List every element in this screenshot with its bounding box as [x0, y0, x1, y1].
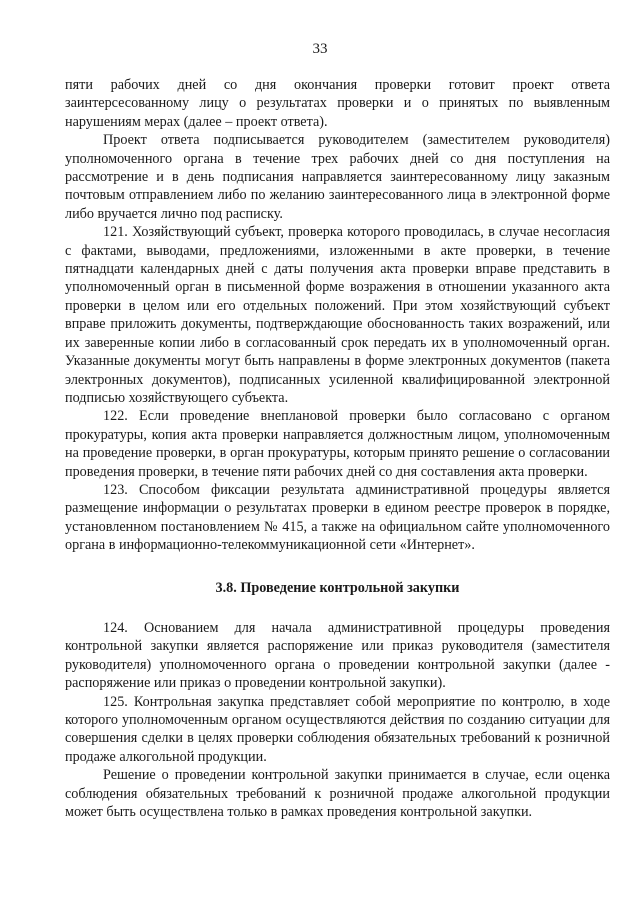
page-number: 33 [312, 41, 328, 57]
paragraph-124: 124. Основанием для начала административной процедуры проведения контрольной закупки является распоряжение или приказ руководителя (заместителя руководителя) уполномоченного органа о проведении контрольной закупки (далее - распоряжение или приказ о проведении контрольной закупки). [65, 619, 610, 692]
document-body [65, 76, 610, 821]
paragraph-121: 121. Хозяйствующий субъект, проверка которого проводилась, в случае несогласия с фактами, выводами, предложениями, изложенными в акте проверки, в течение пятнадцати календарных дней с даты получения акта проверки вправе представить в уполномоченный орган в письменной форме возражения в отношении указанного акта проверки в целом или его отдельных положений. При этом хозяйствующий субъект вправе приложить документы, подтверждающие обоснованность таких возражений, или их заверенные копии либо в согласованный срок передать их в уполномоченный орган. Указанные документы могут быть направлены в форме электронных документов (пакета электронных документов), подписанных усиленной квалифицированной электронной подписью хозяйствующего субъекта. [65, 224, 610, 406]
paragraph-decision: Решение о проведении контрольной закупки принимается в случае, если оценка соблюдения обязательных требований к розничной продаже алкогольной продукции может быть осуществлена только в рамках проведения контрольной закупки. [65, 767, 610, 821]
paragraph-123: 123. Способом фиксации результата административной процедуры является размещение информации о результатах проверки в едином реестре проверок в порядке, установленном постановлением № 415, а также на официальном сайте уполномоченного органа в информационно-телекоммуникационной сети «Интернет». [65, 481, 610, 554]
paragraph-122: 122. Если проведение внеплановой проверки было согласовано с органом прокуратуры, копия акта проверки направляется должностным лицом, уполномоченным на проведение проверки, в орган прокуратуры, которым принято решение о согласовании проведения проверки, в течение пяти рабочих дней со дня составления акта проверки. [65, 408, 610, 480]
paragraph-response-signing: Проект ответа подписывается руководителем (заместителем руководителя) уполномоченного органа в течение трех рабочих дней со дня поступления на рассмотрение и в день подписания направляется заинтересованному лицу заказным почтовым отправлением либо по желанию заинтересованного лица в электронной форме либо вручается лично под расписку. [65, 132, 610, 222]
paragraph-125: 125. Контрольная закупка представляет собой мероприятие по контролю, в ходе которого уполномоченным органом осуществляются действия по созданию ситуации для совершения сделки в целях проверки соблюдения обязательных требований к розничной продаже алкогольной продукции. [65, 693, 610, 765]
section-heading: 3.8. Проведение контрольной закупки [215, 579, 460, 596]
paragraph-continuation: пяти рабочих дней со дня окончания проверки готовит проект ответа заинтерсесованному лицу о результатах проверки и о принятых по выявленным нарушениям мерах (далее – проект ответа). [65, 77, 610, 130]
